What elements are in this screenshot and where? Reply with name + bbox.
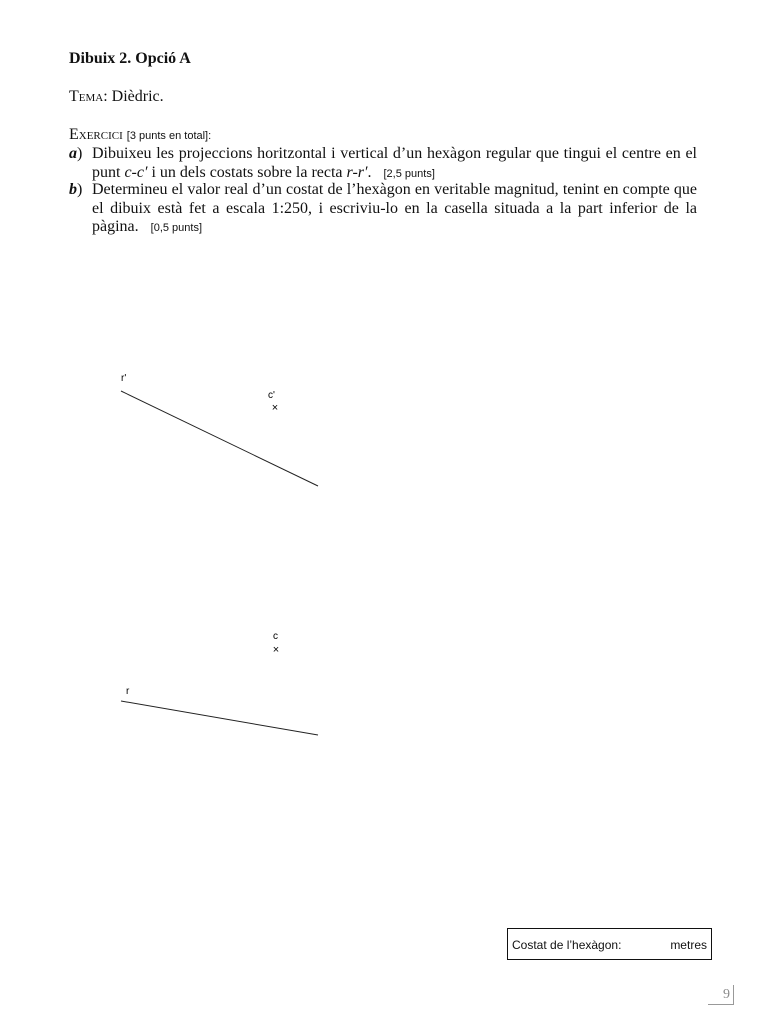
item-a-marker: a) xyxy=(69,145,83,162)
exercise-points-total: [3 punts en total]: xyxy=(126,130,212,142)
page-number: 9 xyxy=(708,985,734,1005)
tema-label: Tema: xyxy=(69,88,108,105)
point-c-prime-marker: × xyxy=(271,402,279,414)
page-heading: Dibuix 2. Opció A xyxy=(69,50,191,67)
point-c-marker: × xyxy=(272,644,280,656)
line-r-name: r-r′ xyxy=(346,163,368,181)
answer-unit: metres xyxy=(670,938,707,952)
point-c-name: c-c′ xyxy=(124,163,148,181)
item-b-marker: b) xyxy=(69,181,83,198)
item-a-text: Dibuixeu les projeccions horitzontal i vertical d’un hexàgon regular que tingui el centre en el punt c-c′ i un dels costats sobre la recta r-r′. [2,5 punts] xyxy=(92,145,697,181)
answer-box[interactable] xyxy=(507,928,712,960)
exercise-label: Exercici xyxy=(69,126,123,143)
label-r-prime: r' xyxy=(121,373,127,384)
line-r-prime xyxy=(121,391,318,486)
label-c: c xyxy=(273,631,278,642)
item-b-points: [0,5 punts] xyxy=(150,222,203,234)
label-c-prime: c' xyxy=(268,390,275,401)
line-r xyxy=(121,701,318,735)
label-r: r xyxy=(126,686,130,697)
item-b-text: Determineu el valor real d’un costat de l’hexàgon en veritable magnitud, tenint en compte que el dibuix està fet a escala 1:250, i escriviu-lo en la casella situada a la part inferior de la pàgina. [0,5 punts] xyxy=(92,181,697,235)
item-a-points: [2,5 punts] xyxy=(383,167,435,180)
tema-value: Dièdric. xyxy=(111,88,164,105)
answer-label: Costat de l’hexàgon: xyxy=(512,938,622,952)
